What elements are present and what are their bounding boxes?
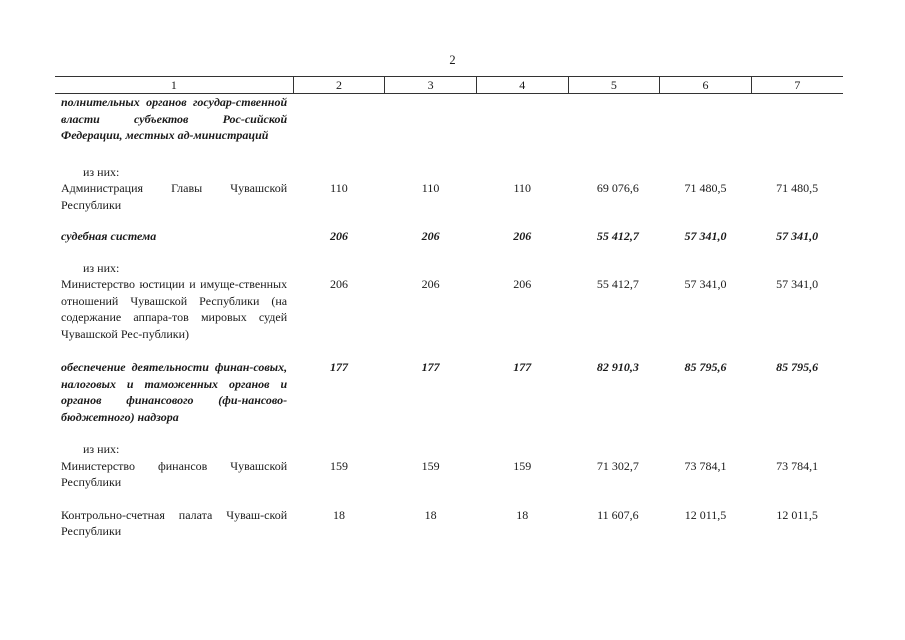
row-value xyxy=(568,94,660,144)
row-prefix: из них: xyxy=(83,442,120,456)
row-prefix: из них: xyxy=(83,164,120,179)
column-header-3: 3 xyxy=(385,77,477,94)
table-row xyxy=(55,94,843,144)
row-value: 69 076,6 xyxy=(596,181,639,195)
table-row xyxy=(55,458,843,491)
row-value: 206 xyxy=(329,277,348,291)
column-header-2: 2 xyxy=(293,77,385,94)
budget-table xyxy=(55,76,843,540)
row-value: 85 795,6 xyxy=(684,360,727,374)
row-value: 82 910,3 xyxy=(596,360,639,374)
table-header-row xyxy=(55,77,843,94)
row-name: Контрольно-счетная палата Чуваш-ской Республики xyxy=(61,507,288,538)
row-value xyxy=(751,94,843,144)
row-value: 57 341,0 xyxy=(776,229,819,243)
table-row xyxy=(55,228,843,245)
row-value: 12 011,5 xyxy=(684,507,727,522)
row-value: 206 xyxy=(513,229,532,243)
row-value: 55 412,7 xyxy=(596,229,639,243)
row-value: 110 xyxy=(330,181,348,195)
table-row xyxy=(55,276,843,342)
row-value: 18 xyxy=(332,507,345,522)
row-name: судебная система xyxy=(61,229,157,243)
row-value: 206 xyxy=(421,277,440,291)
row-value: 159 xyxy=(513,458,532,473)
row-value: 57 341,0 xyxy=(684,229,727,243)
row-name: обеспечение деятельности финан-совых, налоговых и таможенных органов и органов финансового (фи-нансово-бюджетного) надзора xyxy=(61,360,288,424)
row-value: 177 xyxy=(421,360,440,374)
row-value: 71 302,7 xyxy=(596,458,639,473)
row-value: 206 xyxy=(329,229,348,243)
page-number: 2 xyxy=(449,53,456,67)
row-value: 73 784,1 xyxy=(684,458,727,473)
column-header-4: 4 xyxy=(476,77,568,94)
row-value: 11 607,6 xyxy=(597,507,639,522)
table-row xyxy=(55,359,843,425)
column-header-1: 1 xyxy=(55,77,293,94)
row-value: 71 480,5 xyxy=(776,181,819,195)
row-value: 55 412,7 xyxy=(596,277,639,291)
table-row xyxy=(55,180,843,213)
column-header-7: 7 xyxy=(751,77,843,94)
row-value: 159 xyxy=(421,458,440,473)
row-value xyxy=(660,94,752,144)
row-value: 12 011,5 xyxy=(776,507,818,522)
row-value xyxy=(293,94,385,144)
table-row-prefix xyxy=(55,164,843,181)
row-value: 71 480,5 xyxy=(684,181,727,195)
row-value: 110 xyxy=(421,181,440,195)
column-header-5: 5 xyxy=(568,77,660,94)
column-header-6: 6 xyxy=(660,77,752,94)
row-prefix: из них: xyxy=(83,260,120,275)
row-value: 73 784,1 xyxy=(776,458,819,473)
row-value: 177 xyxy=(513,360,532,374)
row-value: 18 xyxy=(424,507,437,522)
row-name: Администрация Главы Чувашской Республики xyxy=(61,181,288,212)
row-value: 85 795,6 xyxy=(776,360,819,374)
row-value: 57 341,0 xyxy=(776,277,819,291)
row-value: 110 xyxy=(513,181,531,195)
row-value: 206 xyxy=(421,229,440,243)
row-value: 159 xyxy=(329,458,348,473)
row-value: 18 xyxy=(516,507,529,522)
row-value: 206 xyxy=(513,277,532,291)
row-name: Министерство юстиции и имуще-ственных отношений Чувашской Республики (на содержание аппара-тов мировых судей Чувашской Рес-публики) xyxy=(61,277,288,341)
row-value xyxy=(385,94,477,144)
table-row-prefix xyxy=(55,441,843,458)
row-name: Министерство финансов Чувашской Республики xyxy=(61,458,288,489)
row-value xyxy=(476,94,568,144)
table-row-prefix xyxy=(55,260,843,277)
table-row xyxy=(55,507,843,540)
row-value: 177 xyxy=(329,360,348,374)
row-name: полнительных органов государ-ственной власти субъектов Рос-сийской Федерации, местных ад-министраций xyxy=(61,95,288,142)
row-value: 57 341,0 xyxy=(684,277,727,291)
